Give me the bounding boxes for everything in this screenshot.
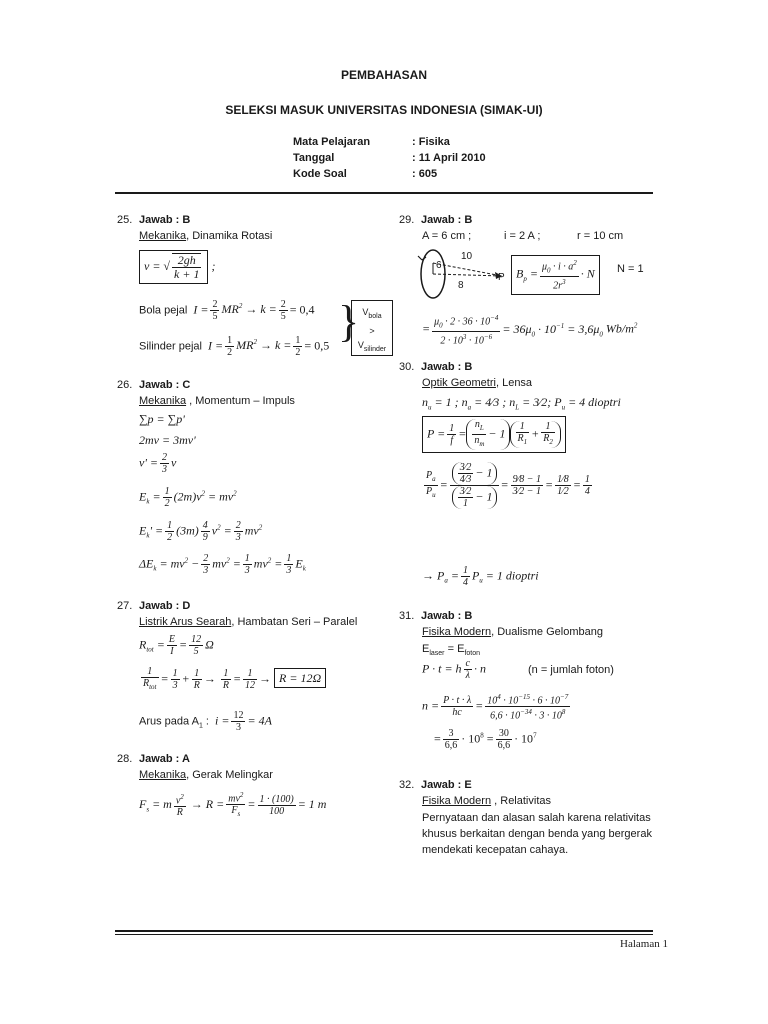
q27-eq2: $\frac{1}{R_{tot}}$ = $\frac{1}{3}$ + $\frac{1}{R}$ → $\frac{1}{R}$ = $\frac{1}{12}$ → R = 12Ω (139, 666, 326, 693)
q27-arus: Arus pada $A_1$ : i = $\frac{12}{3}$ = 4A (139, 710, 272, 733)
explanation-line: mendekati kecepatan cahaya. (422, 844, 569, 856)
q26-eq2: 2mv = 3mv' (139, 433, 196, 447)
q28-heading (117, 753, 190, 765)
page-subtitle: SELEKSI MASUK UNIVERSITAS INDONESIA (SIMAK-UI) (225, 103, 543, 117)
footer-divider (115, 930, 653, 932)
given-r: r = 10 cm (577, 230, 624, 242)
answer-label: Jawab : B (139, 214, 191, 226)
diagram-label-8: 8 (458, 280, 464, 291)
q30-ratio: $\frac{P_a}{P_u}$ = $\frac{3⁄2}{4⁄3}$ − 1 $\frac{3⁄2}{1}$ − 1 = $\frac{9⁄8 - 1}{3⁄2 - 1}$ = $\frac{1⁄8}{1⁄2}$ = $\frac{1}{4}$ (426, 462, 590, 509)
header-divider (115, 192, 653, 194)
answer-label: Jawab : D (139, 600, 191, 612)
explanation-line: Pernyataan dan alasan salah karena relativitas (422, 812, 651, 824)
answer-label: Jawab : B (421, 214, 473, 226)
q30-final: → $P_a$ = $\frac{1}{4}$ $P_u = 1$ dioptri (422, 565, 539, 588)
arus-label: Arus pada A (139, 715, 199, 728)
q25-brace: } (338, 297, 360, 346)
topic-sub: , Lensa (495, 377, 533, 389)
answer-label: Jawab : C (139, 379, 191, 391)
meta-label: Mata Pelajaran (293, 136, 371, 148)
q30-lens-formula: P = $\frac{1}{f}$ = $\frac{n_L}{n_m}$ − 1 $\frac{1}{R_1}$ + $\frac{1}{R_2}$ (422, 416, 566, 453)
topic-main: Mekanika (139, 395, 187, 407)
q25-velocity-formula: v = √ $\frac{2gh}{k + 1}$ ; (139, 250, 215, 284)
silinder-result: 0,5 (314, 338, 330, 353)
q29-n: N = 1 (617, 263, 644, 275)
meta-table (293, 134, 486, 182)
q31-eq2: n = $\frac{P \cdot t \cdot \lambda}{hc}$ = $\frac{10^4 \cdot 10^{-15} \cdot 6 \cdot 10^{-7}}{6,6 \cdot 10^{-34} \cdot 3 \cdot 10^8}$ (422, 693, 569, 722)
q32-heading (399, 779, 472, 791)
q27-heading (117, 600, 190, 612)
diagram-label-10: 10 (461, 251, 473, 262)
q26-heading (117, 379, 190, 391)
topic-sub: , Momentum – Impuls (186, 395, 295, 407)
meta-row (293, 134, 486, 150)
q32-topic (422, 795, 551, 807)
q31-topic (422, 626, 603, 638)
q30-indices: $n_u = 1$ ; $n_a$ = 4⁄3 ; $n_L$ = 3⁄2; $P_u = 4$ dioptri (422, 395, 621, 412)
explanation-line: khusus berkaitan dengan benda yang bergerak (422, 828, 652, 840)
q29-bp-formula: $B_p$ = $\frac{\mu_0 \cdot i \cdot a^2}{2r^3}$ · N (511, 255, 600, 295)
q31-eq1: P · t = h $\frac{c}{\lambda}$ · n (422, 658, 486, 681)
q31-eq3: = $\frac{3}{6,6}$ · $10^8$ = $\frac{30}{6,6}$ · $10^7$ (434, 728, 537, 751)
q26-eq5: $E_k'$ = $\frac{1}{2}$ (3m) $\frac{4}{9}$ $v^2$ = $\frac{2}{3}$ $mv^2$ (139, 520, 263, 543)
meta-value: : 11 April 2010 (412, 152, 486, 164)
q25-compare-box: $V_{bola}$ > $V_{silinder}$ (351, 300, 393, 356)
question-number: 26. (117, 379, 133, 391)
q25-topic (139, 230, 272, 242)
topic-sub: , Dinamika Rotasi (186, 230, 273, 242)
meta-label: Tanggal (293, 152, 335, 164)
page-title: PEMBAHASAN (340, 68, 427, 82)
q30-topic (422, 377, 532, 389)
q28-topic (139, 769, 273, 781)
q25-heading (117, 214, 190, 226)
topic-sub: , Dualisme Gelombang (491, 626, 603, 638)
diagram-label-6: 6 (436, 260, 442, 271)
diagram-label-p: P (498, 272, 505, 283)
q27-eq1: $R_{tot}$ = $\frac{E}{I}$ = $\frac{12}{5}$ Ω (139, 634, 214, 657)
q31-heading (399, 610, 472, 622)
q29-result: = $\frac{\mu_0 \cdot 2 \cdot 36 \cdot 10^{-4}}{2 \cdot 10^3 \cdot 10^{-6}}$ = $36\mu_0 \cdot 10^{-1} = 3,6\mu_0$ $Wb/m^2$ (422, 314, 638, 347)
q29-coil-diagram (412, 248, 512, 304)
meta-label: Kode Soal (293, 168, 347, 180)
answer-label: Jawab : A (139, 753, 190, 765)
q28-result: = 1 m (297, 796, 327, 811)
given-i: i = 2 A ; (504, 230, 541, 242)
meta-row (293, 150, 486, 166)
answer-label: Jawab : E (421, 779, 472, 791)
meta-value: : Fisika (412, 136, 450, 148)
q30-final-value: = 1 dioptri (485, 568, 539, 583)
q26-eq3: v' = $\frac{2}{3}$ v (139, 452, 177, 475)
topic-sub: , Relativitas (491, 795, 551, 807)
topic-main: Mekanika (139, 230, 187, 242)
question-number: 29. (399, 214, 415, 226)
topic-main: Mekanika (139, 769, 187, 781)
topic-main: Fisika Modern (422, 795, 492, 807)
page-number: Halaman 1 (620, 938, 668, 950)
answer-label: Jawab : B (421, 361, 473, 373)
q30-pu: ; $P_u = 4$ dioptri (547, 395, 621, 412)
q27-topic (139, 616, 357, 628)
given-a: A = 6 cm ; (422, 230, 472, 242)
meta-row (293, 166, 486, 182)
q25-silinder: Silinder pejal I = $\frac{1}{2}$ $MR^2 \to k$ = $\frac{1}{2}$ = 0,5 (139, 335, 330, 358)
silinder-label: Silinder pejal (139, 340, 202, 353)
topic-sub: , Hambatan Seri – Paralel (231, 616, 358, 628)
question-number: 31. (399, 610, 415, 622)
question-number: 27. (117, 600, 133, 612)
question-number: 28. (117, 753, 133, 765)
q29-unit: Wb/m (605, 321, 634, 336)
footer-divider-thin (115, 934, 653, 935)
q29-heading (399, 214, 472, 226)
q31-energy: $E_{laser} = E_{foton}$ (422, 643, 480, 658)
answer-label: Jawab : B (421, 610, 473, 622)
q26-eq1: ∑p = ∑p' (139, 412, 185, 426)
q26-eq6: $\Delta E_k = mv^2$ − $\frac{2}{3}$ $mv^2$ = $\frac{1}{3}$ $mv^2$ = $\frac{1}{3}$ $E_k$ (139, 553, 306, 576)
q28-eq: $F_s = m$ $\frac{v^2}{R}$ → R = $\frac{mv^2}{F_s}$ = $\frac{1 \cdot (100)}{100}$ = 1 m (139, 791, 327, 819)
topic-sub: , Gerak Melingkar (186, 769, 273, 781)
q30-heading (399, 361, 472, 373)
topic-main: Fisika Modern (422, 626, 492, 638)
topic-main: Optik Geometri (422, 377, 496, 389)
q29-given (422, 230, 623, 242)
q26-topic (139, 395, 295, 407)
q31-note: (n = jumlah foton) (528, 664, 614, 676)
q25-bola: Bola pejal I = $\frac{2}{5}$ $MR^2 \to k$ = $\frac{2}{5}$ = 0,4 (139, 299, 315, 322)
q32-explanation (422, 810, 652, 858)
question-number: 32. (399, 779, 415, 791)
bola-label: Bola pejal (139, 304, 188, 317)
question-number: 25. (117, 214, 133, 226)
topic-main: Listrik Arus Searah (139, 616, 232, 628)
meta-value: : 605 (412, 168, 438, 180)
bola-result: 0,4 (299, 302, 315, 317)
question-number: 30. (399, 361, 415, 373)
q26-eq4: $E_k$ = $\frac{1}{2}$ $(2m)v^2 = mv^2$ (139, 486, 237, 509)
